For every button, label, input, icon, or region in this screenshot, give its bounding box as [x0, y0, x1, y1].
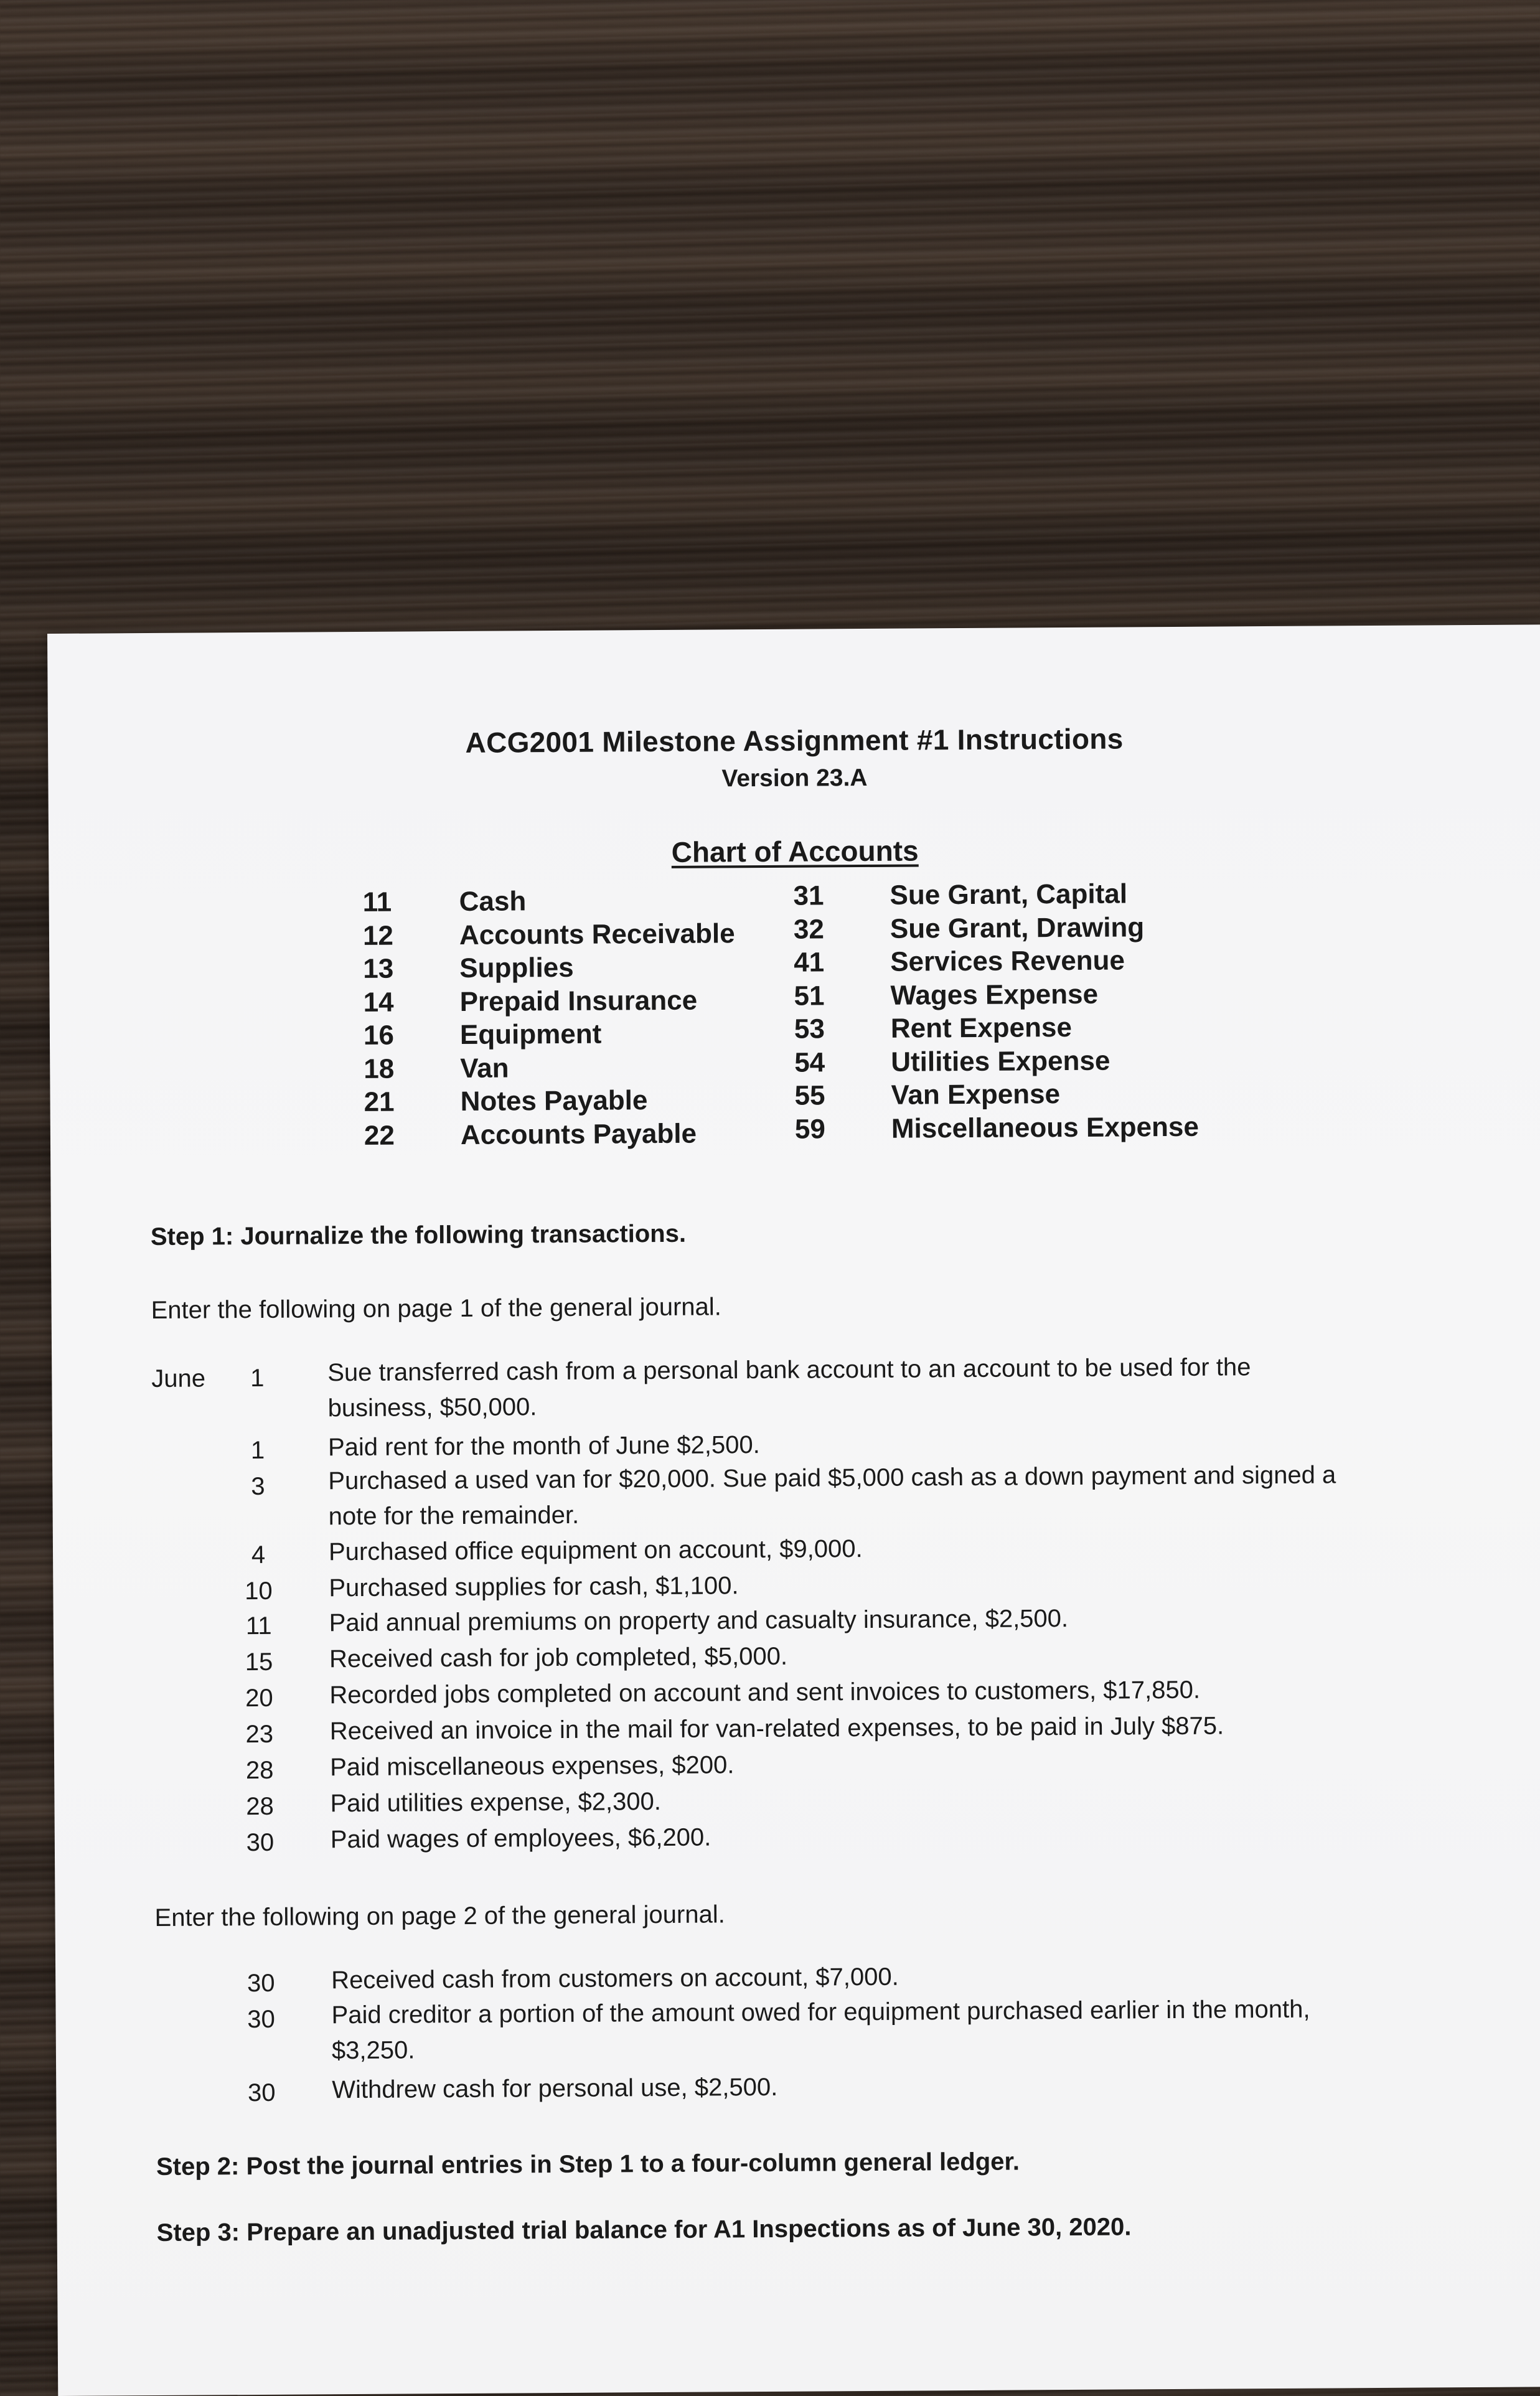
- account-name: Sue Grant, Capital: [890, 878, 1128, 911]
- account-name: Utilities Expense: [891, 1045, 1110, 1078]
- page1-intro: Enter the following on page 1 of the general journal.: [151, 1293, 721, 1325]
- account-number: 14: [363, 987, 394, 1018]
- transaction-text: Paid miscellaneous expenses, $200.: [329, 1751, 735, 1782]
- transaction-day: 1: [250, 1436, 265, 1465]
- transaction-text: Paid annual premiums on property and casualty insurance, $2,500.: [329, 1605, 1069, 1637]
- document-title: ACG2001 Milestone Assignment #1 Instructions: [465, 722, 1124, 759]
- account-name: Services Revenue: [890, 945, 1125, 977]
- account-name: Wages Expense: [890, 979, 1099, 1011]
- account-name: Supplies: [459, 952, 574, 984]
- account-name: Cash: [459, 886, 527, 917]
- account-number: 13: [363, 953, 394, 984]
- transaction-day: 23: [245, 1720, 274, 1749]
- step2-heading: Step 2: Post the journal entries in Step 1 to a four-column general ledger.: [156, 2148, 1020, 2181]
- page2-intro: Enter the following on page 2 of the general journal.: [154, 1900, 725, 1932]
- account-row: [364, 1083, 736, 1119]
- transaction-day: 30: [247, 2005, 275, 2034]
- transaction-day: 15: [245, 1648, 273, 1676]
- account-row: [794, 1043, 1198, 1079]
- account-name: Van: [460, 1052, 509, 1084]
- account-number: 16: [363, 1020, 395, 1051]
- account-name: Accounts Receivable: [459, 918, 735, 951]
- account-number: 54: [794, 1046, 825, 1078]
- chart-of-accounts-left-column: [362, 883, 736, 1152]
- account-name: Sue Grant, Drawing: [890, 911, 1145, 944]
- account-number: 31: [793, 880, 824, 911]
- account-row: [363, 917, 735, 952]
- account-number: 41: [794, 947, 825, 978]
- instruction-sheet: [47, 624, 1540, 2396]
- account-number: 12: [362, 920, 394, 951]
- transaction-text: Received cash for job completed, $5,000.: [329, 1642, 788, 1673]
- transaction-text: Received an invoice in the mail for van-related expenses, to be paid in July $875.: [329, 1712, 1224, 1745]
- transaction-day: 10: [245, 1577, 273, 1605]
- transaction-text: Paid creditor a portion of the amount owed for equipment purchased earlier in the month, $3,250.: [331, 1995, 1310, 2065]
- account-row: [794, 1077, 1198, 1112]
- account-name: Notes Payable: [460, 1085, 648, 1117]
- account-number: 22: [364, 1120, 395, 1151]
- account-name: Equipment: [459, 1018, 602, 1050]
- chart-of-accounts-heading: Chart of Accounts: [671, 834, 919, 868]
- account-row: [794, 910, 1198, 946]
- account-row: [795, 1110, 1199, 1145]
- account-number: 11: [362, 886, 392, 918]
- transaction-day: 1: [250, 1364, 265, 1393]
- page1-transactions: [151, 1353, 1462, 1872]
- transaction-text: Withdrew cash for personal use, $2,500.: [332, 2073, 778, 2104]
- account-name: Rent Expense: [890, 1012, 1073, 1044]
- account-number: 55: [794, 1080, 825, 1111]
- step3-heading: Step 3: Prepare an unadjusted trial balance for A1 Inspections as of June 30, 2020.: [156, 2213, 1132, 2247]
- account-name: Prepaid Insurance: [459, 985, 698, 1017]
- account-name: Van Expense: [891, 1079, 1061, 1111]
- account-row: [794, 944, 1198, 979]
- account-row: [364, 1050, 736, 1086]
- account-name: Accounts Payable: [460, 1118, 697, 1150]
- account-row: [364, 1017, 736, 1052]
- page2-transactions: [155, 1958, 1463, 2110]
- transaction-text: Purchased supplies for cash, $1,100.: [329, 1572, 739, 1602]
- account-row: [363, 984, 735, 1019]
- transaction-day: 30: [246, 1969, 275, 1998]
- account-row: [363, 950, 735, 985]
- transaction-text: Recorded jobs completed on account and sent invoices to customers, $17,850.: [329, 1676, 1201, 1709]
- chart-of-accounts-right-column: [793, 877, 1199, 1146]
- transaction-text: Purchased office equipment on account, $9,000.: [328, 1535, 863, 1566]
- account-row: [793, 877, 1197, 913]
- transaction-day: 30: [247, 2079, 276, 2107]
- account-name: Miscellaneous Expense: [891, 1111, 1200, 1144]
- account-row: [794, 977, 1198, 1012]
- transaction-day: 11: [245, 1612, 272, 1640]
- transaction-day: 28: [245, 1756, 274, 1785]
- transaction-text: Paid utilities expense, $2,300.: [330, 1788, 662, 1818]
- transaction-day: 30: [246, 1828, 275, 1857]
- account-row: [364, 1117, 736, 1152]
- transaction-text: Purchased a used van for $20,000. Sue paid $5,000 cash as a down payment and signed a note for the remainder.: [328, 1461, 1336, 1531]
- transaction-day: 3: [251, 1472, 265, 1501]
- document-version: Version 23.A: [721, 764, 868, 792]
- step1-heading: Step 1: Journalize the following transactions.: [150, 1219, 687, 1251]
- transaction-day: 28: [246, 1792, 274, 1821]
- transaction-text: Sue transferred cash from a personal bank account to an account to be used for the business, $50,000.: [327, 1353, 1251, 1422]
- transaction-month: June: [151, 1365, 206, 1393]
- transaction-text: Paid wages of employees, $6,200.: [330, 1823, 711, 1854]
- account-number: 53: [794, 1013, 825, 1045]
- transaction-text: Received cash from customers on account, $7,000.: [331, 1963, 899, 1994]
- account-row: [362, 883, 735, 919]
- account-row: [794, 1010, 1198, 1046]
- transaction-day: 20: [245, 1684, 273, 1712]
- transaction-text: Paid rent for the month of June $2,500.: [327, 1431, 760, 1462]
- account-number: 32: [793, 913, 825, 945]
- transaction-day: 4: [251, 1541, 266, 1569]
- account-number: 59: [794, 1113, 825, 1145]
- account-number: 18: [364, 1053, 395, 1084]
- account-number: 51: [794, 980, 825, 1012]
- account-number: 21: [364, 1086, 395, 1117]
